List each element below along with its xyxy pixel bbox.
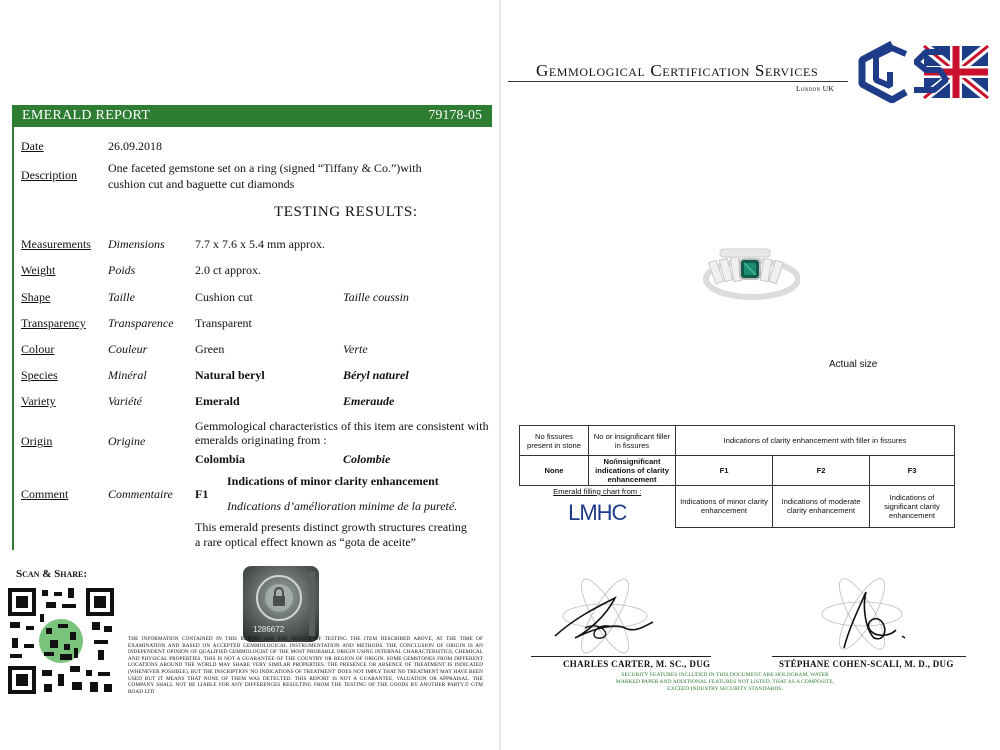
cell-none: None <box>520 456 589 486</box>
variety-french-value: Emeraude <box>343 394 395 408</box>
cell-f1-description: Indications of minor clarity enhancement <box>676 486 773 528</box>
measurements-french: Dimensions <box>108 237 165 251</box>
species-label: Species <box>21 368 58 382</box>
species-french-value: Béryl naturel <box>343 368 409 382</box>
comment-french: Commentaire <box>108 487 173 501</box>
shape-value: Cushion cut <box>195 290 253 304</box>
date-value: 26.09.2018 <box>108 139 162 153</box>
lab-underline <box>508 81 848 82</box>
weight-label: Weight <box>21 263 56 277</box>
chart-from-label: Emerald filling chart from : <box>553 487 642 496</box>
report-number: 79178-05 <box>428 108 482 123</box>
weight-french: Poids <box>108 263 136 277</box>
colour-value: Green <box>195 342 225 356</box>
origin-text-line-2: emeralds originating from : <box>195 433 327 447</box>
ring-photo <box>700 245 800 307</box>
security-note: SECURITY FEATURES INCLUDED IN THIS DOCUMENT ARE HOLOGRAM, WATER MARKED PAPER AND ADDITIONAL FEATURES NOT LISTED, THAT AS A COMPOSITE, EXCEED INDUSTRY SECURITY STANDARDS. <box>615 672 835 692</box>
gcs-logo <box>856 40 990 104</box>
colour-french: Couleur <box>108 342 148 356</box>
note-line-2: a rare optical effect known as “gota de aceite” <box>195 535 416 549</box>
transparency-french: Transparence <box>108 316 174 330</box>
variety-value: Emerald <box>195 394 240 408</box>
transparency-label: Transparency <box>21 316 86 330</box>
measurements-label: Measurements <box>21 237 91 251</box>
description-line-2: cushion cut and baguette cut diamonds <box>108 177 295 191</box>
measurements-value: 7.7 x 7.6 x 5.4 mm approx. <box>195 237 325 251</box>
signatory-left: CHARLES CARTER, M. SC., DUG <box>563 659 711 669</box>
lab-location: London UK <box>796 84 835 93</box>
origin-label: Origin <box>21 434 53 448</box>
variety-french: Variété <box>108 394 142 408</box>
colour-label: Colour <box>21 342 55 356</box>
shape-french-value: Taille coussin <box>343 290 409 304</box>
comment-grade: F1 <box>195 487 209 501</box>
scan-share-label: Scan & Share: <box>16 568 88 580</box>
origin-french: Origine <box>108 434 146 448</box>
description-label: Description <box>21 168 77 182</box>
testing-results-heading: TESTING RESULTS: <box>274 204 418 220</box>
note-line-1: This emerald presents distinct growth structures creating <box>195 520 467 534</box>
transparency-value: Transparent <box>195 316 252 330</box>
species-value: Natural beryl <box>195 368 265 382</box>
disclaimer-text: THE INFORMATION CONTAINED IN THIS REPORT ARE THE RESULT OF TESTING THE ITEM DESCRIBED ABOVE, AT THE TIME OF EXAMINATION AND BASED ON ACCEPTED GEMMOLOGICAL INSTRUMENTATION AND METHODS. THE CONCLUSION OF ORIGIN IS AN INDEPENDENT OPINION OF QUALIFIED GEMMOLOGIST OF THE MOST PROBABLE ORIGIN USING INTERNAL CHARACTERISTICS, CHEMICAL AND PHYSICAL PROPERTIES. THIS IS NOT A GUARANTEE OF THE COUNTRY OR REGION OF ORIGIN. SOME GEMSTONES FROM DIFFERENT LOCATIONS AROUND THE WORLD MAY SHARE VERY SIMILAR PROPERTIES. THE PRESENCE OR ABSENCE OF TREATMENT IS INDICATED (WHENEVER POSSIBLE), BUT THE INSCRIPTION 'NO INDICATIONS OF TREATMENT' DOES NOT IMPLY THAT NO TREATMENT MAY HAVE BEEN USED BUT IT MEANS THAT NONE OF THEM WAS DETECTED. THIS REPORT IS NOT A GUARANTEE, VALUATION OR APPRAISAL. THE COMPANY SHALL NOT BE LIABLE FOR ANY DIFFERENCES RESULTING FROM THE TESTING OF THE GOODS BY ANOTHER PARTY.© GTM ROAD LTD <box>128 636 483 695</box>
weight-value: 2.0 ct approx. <box>195 263 261 277</box>
origin-french-value: Colombie <box>343 452 391 466</box>
origin-text-line-1: Gemmological characteristics of this item are consistent with <box>195 419 489 433</box>
cell-f1: F1 <box>676 456 773 486</box>
description-line-1: One faceted gemstone set on a ring (signed “Tiffany & Co.”)with <box>108 161 422 175</box>
report-title: EMERALD REPORT <box>22 108 151 123</box>
comment-french-value: Indications d’amélioration minime de la pureté. <box>227 499 458 513</box>
cell-no-fissures: No fissures present in stone <box>520 426 589 456</box>
cell-f3-description: Indications of significant clarity enhancement <box>870 486 955 528</box>
comment-label: Comment <box>21 487 69 501</box>
species-french: Minéral <box>108 368 147 382</box>
qr-code[interactable] <box>6 586 116 696</box>
cell-no-insignificant-indications: No/insignificant indications of clarity enhancement <box>589 456 676 486</box>
signature-right <box>804 578 924 654</box>
cell-no-insignificant-filler: No or insignificant filler in fissures <box>589 426 676 456</box>
left-border-line <box>12 127 14 550</box>
lmhc-logo: LMHC <box>568 500 627 525</box>
signature-left <box>545 578 665 654</box>
cell-f2: F2 <box>773 456 870 486</box>
signature-line-left <box>531 656 711 657</box>
clarity-enhancement-table <box>519 425 955 528</box>
signatory-right: STÉPHANE COHEN-SCALI, M. D., DUG <box>779 659 954 669</box>
cell-f2-description: Indications of moderate clarity enhancement <box>773 486 870 528</box>
lab-name: Gemmological Certification Services <box>536 61 819 80</box>
shape-label: Shape <box>21 290 51 304</box>
variety-label: Variety <box>21 394 56 408</box>
page-fold <box>499 0 501 750</box>
cell-chart-source <box>520 486 676 528</box>
shape-french: Taille <box>108 290 135 304</box>
hologram-number: 1286672 <box>253 625 285 634</box>
date-label: Date <box>21 139 44 153</box>
cell-indications-header: Indications of clarity enhancement with filler in fissures <box>676 426 955 456</box>
cell-f3: F3 <box>870 456 955 486</box>
hologram-seal <box>243 566 319 642</box>
signature-line-right <box>772 656 966 657</box>
colour-french-value: Verte <box>343 342 368 356</box>
report-header-bar <box>12 105 492 127</box>
actual-size-label: Actual size <box>829 359 878 370</box>
comment-value: Indications of minor clarity enhancement <box>227 474 439 488</box>
origin-value: Colombia <box>195 452 246 466</box>
